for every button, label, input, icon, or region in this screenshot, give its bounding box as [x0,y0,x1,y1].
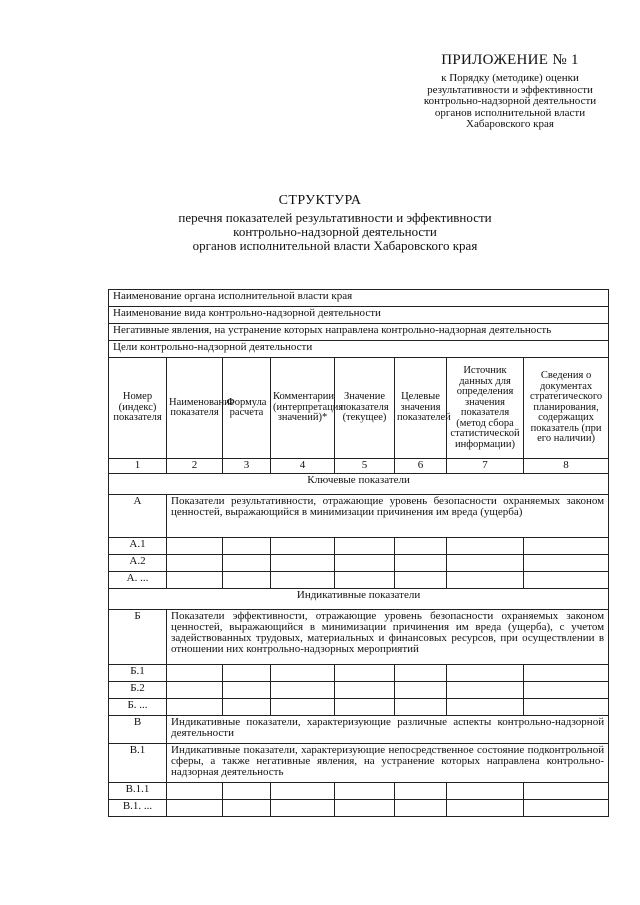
row-code: В.1.1 [109,783,167,800]
info-row-goals: Цели контрольно-надзорной деятельности [109,341,609,358]
row-code: А. ... [109,572,167,589]
subtitle-line: органов исполнительной власти Хабаровского края [192,238,478,253]
header-target-values: Целевые значения показателей [395,358,447,459]
column-number: 4 [271,459,335,474]
table-row [109,783,609,800]
empty-cell [223,572,271,589]
appendix-line: Хабаровского края [466,118,554,130]
empty-cell [395,699,447,716]
appendix-line: контрольно-надзорной деятельности [423,95,597,107]
empty-cell [524,800,609,817]
group-row-v [109,716,609,744]
subtitle-line: контрольно-надзорной деятельности [233,224,437,239]
group-code: В.1 [109,744,167,783]
empty-cell [167,699,223,716]
empty-cell [223,800,271,817]
header-formula: Формула расчета [223,358,271,459]
empty-cell [447,800,524,817]
section-indicative-indicators: Индикативные показатели [109,589,609,610]
column-numbers-row [109,459,609,474]
appendix-line: органов исполнительной власти [434,106,586,119]
empty-cell [447,783,524,800]
table-row [109,555,609,572]
table-row [109,682,609,699]
empty-cell [167,572,223,589]
empty-cell [167,555,223,572]
empty-cell [447,699,524,716]
row-code: Б.1 [109,665,167,682]
document-title: СТРУКТУРА [278,193,362,208]
group-description: Индикативные показатели, характеризующие различные аспекты контрольно-надзорной деятельности [167,716,609,744]
row-code: Б.2 [109,682,167,699]
group-description: Показатели результативности, отражающие уровень безопасности охраняемых законом ценностей, выражающийся в минимизации причинения им вреда (ущерба) [167,495,609,538]
empty-cell [395,572,447,589]
group-row-b [109,610,609,665]
empty-cell [524,665,609,682]
empty-cell [335,783,395,800]
header-strategic-docs: Сведения о документах стратегического планирования, содержащих показатель (при его наличии) [524,358,609,459]
table-row [109,665,609,682]
empty-cell [395,783,447,800]
section-key-indicators: Ключевые показатели [109,474,609,495]
info-row-authority: Наименование органа исполнительной власти края [109,290,609,307]
empty-cell [223,783,271,800]
table-row [109,572,609,589]
empty-cell [223,538,271,555]
empty-cell [223,682,271,699]
empty-cell [395,555,447,572]
empty-cell [447,555,524,572]
row-code: В.1. ... [109,800,167,817]
column-number: 6 [395,459,447,474]
empty-cell [335,665,395,682]
table-row [109,800,609,817]
empty-cell [167,538,223,555]
empty-cell [271,800,335,817]
empty-cell [524,699,609,716]
empty-cell [395,682,447,699]
column-number: 7 [447,459,524,474]
empty-cell [167,800,223,817]
document-subtitle [150,211,520,253]
group-code: Б [109,610,167,665]
empty-cell [447,538,524,555]
empty-cell [335,572,395,589]
header-index: Номер (индекс) показателя [109,358,167,459]
empty-cell [395,800,447,817]
empty-cell [447,682,524,699]
column-number: 1 [109,459,167,474]
column-number: 8 [524,459,609,474]
empty-cell [271,555,335,572]
column-number: 3 [223,459,271,474]
empty-cell [524,783,609,800]
info-row-activity-type: Наименование вида контрольно-надзорной деятельности [109,307,609,324]
empty-cell [335,682,395,699]
empty-cell [335,699,395,716]
empty-cell [447,572,524,589]
column-number: 5 [335,459,395,474]
row-code: А.2 [109,555,167,572]
empty-cell [271,682,335,699]
group-row-v1 [109,744,609,783]
empty-cell [335,800,395,817]
group-row-a [109,495,609,538]
group-code: А [109,495,167,538]
empty-cell [395,538,447,555]
appendix-title: ПРИЛОЖЕНИЕ № 1 [441,52,579,68]
empty-cell [447,665,524,682]
header-row [109,358,609,459]
empty-cell [524,555,609,572]
row-code: А.1 [109,538,167,555]
header-data-source: Источник данных для определения значения показателя (метод сбора статистической информации) [447,358,524,459]
appendix-line: к Порядку (методике) оценки [441,72,579,84]
empty-cell [223,555,271,572]
empty-cell [167,783,223,800]
row-code: Б. ... [109,699,167,716]
table-row [109,538,609,555]
empty-cell [524,682,609,699]
empty-cell [167,665,223,682]
empty-cell [271,699,335,716]
empty-cell [395,665,447,682]
info-row-negative-phenomena: Негативные явления, на устранение которых направлена контрольно-надзорная деятельность [109,324,609,341]
empty-cell [223,699,271,716]
column-number: 2 [167,459,223,474]
header-name: Наименование показателя [167,358,223,459]
empty-cell [271,783,335,800]
subtitle-line: перечня показателей результативности и эффективности [178,210,492,225]
empty-cell [271,538,335,555]
empty-cell [271,665,335,682]
group-code: В [109,716,167,744]
table-row [109,699,609,716]
empty-cell [223,665,271,682]
group-description: Показатели эффективности, отражающие уровень безопасности охраняемых законом ценностей, выражающийся в минимизации причинения им вреда (ущерба), с учетом задействованных трудовых, материальных и финансовых ресурсов, при осуществлении в отношении них контрольно-надзорных мероприятий [167,610,609,665]
structure-table [108,289,609,817]
empty-cell [524,572,609,589]
empty-cell [524,538,609,555]
empty-cell [335,555,395,572]
header-current-value: Значение показателя (текущее) [335,358,395,459]
appendix-line: результативности и эффективности [427,83,593,96]
group-description: Индикативные показатели, характеризующие непосредственное состояние подконтрольной сферы, а также негативные явления, на устранение которых направлена контрольно-надзорная деятельность [167,744,609,783]
header-comments: Комментарии (интерпретация значений)* [271,358,335,459]
empty-cell [271,572,335,589]
appendix-block [400,52,620,131]
empty-cell [335,538,395,555]
empty-cell [167,682,223,699]
